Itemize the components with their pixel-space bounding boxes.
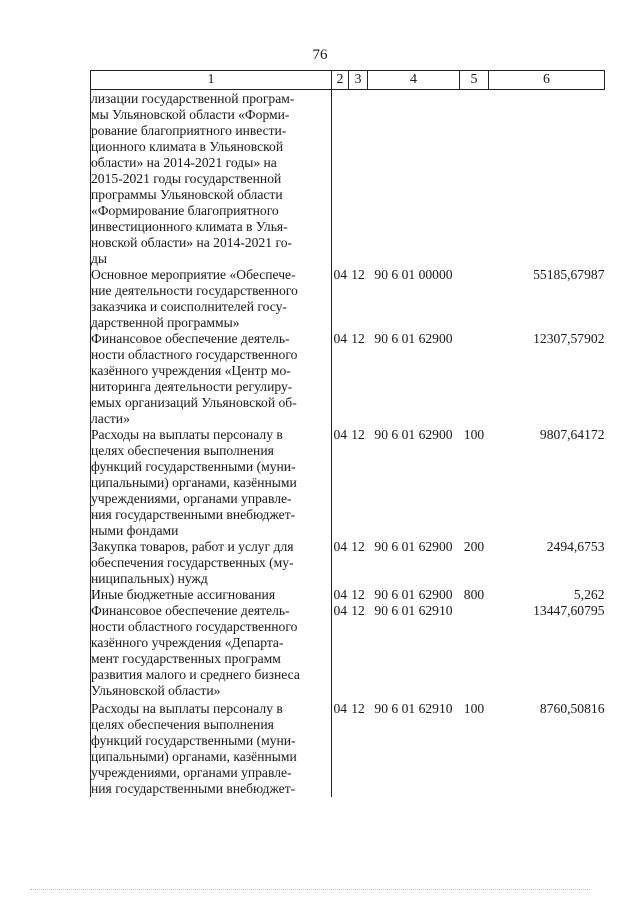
row-amount: 55185,67987 [533, 267, 605, 282]
row-subsection: 12 [351, 267, 365, 282]
scan-edge-marks [30, 889, 590, 891]
row-name: лизации государственной програм- мы Ульяновской области «Форми- рование благоприятного инвести- ционного климата в Ульяновской области» на 2014-2021 годы» на 2015-2021 годы государственной программы Ульяновской области «Формирование благоприятного инвестиционного климата в Улья- новской области» на 2014-2021 го- ды [91, 90, 332, 268]
row-subsection: 12 [351, 587, 365, 602]
column-header: 2 [332, 71, 349, 90]
row-expense-type: 100 [463, 427, 485, 442]
page-number: 76 [312, 47, 328, 63]
row-name: Расходы на выплаты персоналу в целях обеспечения выполнения функций государственными (муни- ципальными) органами, казёнными учреждениями, органами управле- ния государственными внебюджет- ными фондами [91, 427, 332, 539]
row-subsection: 12 [351, 427, 365, 442]
row-target-article: 90 6 01 62910 [374, 701, 453, 716]
row-amount: 12307,57902 [533, 331, 605, 346]
row-section: 04 [333, 587, 348, 602]
table-row [91, 331, 605, 427]
row-expense-type: 100 [463, 701, 485, 716]
column-header: 4 [368, 71, 460, 90]
row-section: 04 [333, 701, 348, 716]
row-name: Финансовое обеспечение деятель- ности областного государственного казённого учреждения «Департа- мент государственных программ развития малого и среднего бизнеса Ульяновской области» [91, 603, 332, 699]
row-section [332, 90, 349, 268]
row-target-article: 90 6 01 62900 [374, 427, 453, 442]
row-expense-type [460, 603, 489, 699]
table-row [91, 267, 605, 331]
row-subsection: 12 [351, 603, 365, 618]
row-amount: 5,262 [573, 587, 605, 602]
row-section: 04 [333, 603, 348, 618]
row-amount: 9807,64172 [539, 427, 605, 442]
column-header: 6 [489, 71, 605, 90]
row-expense-type: 800 [463, 587, 485, 602]
table-row [91, 427, 605, 539]
row-amount: 2494,6753 [546, 539, 605, 554]
row-subsection [349, 90, 368, 268]
column-header: 1 [91, 71, 332, 90]
row-target-article: 90 6 01 62900 [374, 331, 453, 346]
row-expense-type [460, 331, 489, 427]
row-target-article: 90 6 01 62900 [374, 539, 453, 554]
row-expense-type [460, 267, 489, 331]
row-section: 04 [333, 331, 348, 346]
row-expense-type: 200 [463, 539, 485, 554]
row-section: 04 [333, 539, 348, 554]
row-target-article: 90 6 01 62900 [374, 587, 453, 602]
row-target-article [368, 90, 460, 268]
row-name: Финансовое обеспечение деятель- ности областного государственного казённого учреждения «Центр мо- ниторинга деятельности регулиру- емых организаций Ульяновской об- ласти» [91, 331, 332, 427]
table-header-row [91, 71, 605, 90]
row-name: Закупка товаров, работ и услуг для обеспечения государственных (му- ниципальных) нужд [91, 539, 332, 587]
row-amount [489, 90, 605, 268]
row-subsection: 12 [351, 331, 365, 346]
row-subsection: 12 [351, 539, 365, 554]
row-name: Расходы на выплаты персоналу в целях обеспечения выполнения функций государственными (муни- ципальными) органами, казёнными учреждениями, органами управле- ния государственными внебюджет- [91, 699, 332, 797]
row-name: Основное мероприятие «Обеспече- ние деятельности государственного заказчика и соисполнителей госу- дарственной программы» [91, 267, 332, 331]
row-subsection: 12 [351, 701, 365, 716]
row-amount: 13447,60795 [533, 603, 605, 618]
column-header: 5 [460, 71, 489, 90]
table-row [91, 90, 605, 268]
table-row [91, 539, 605, 587]
table-row [91, 587, 605, 603]
row-expense-type [460, 90, 489, 268]
table-row [91, 699, 605, 797]
row-target-article: 90 6 01 00000 [374, 267, 453, 282]
row-target-article: 90 6 01 62910 [374, 603, 453, 618]
table-row [91, 603, 605, 699]
row-amount: 8760,50816 [539, 701, 605, 716]
row-name: Иные бюджетные ассигнования [91, 587, 332, 603]
budget-table [90, 70, 605, 797]
row-section: 04 [333, 427, 348, 442]
row-section: 04 [333, 267, 348, 282]
column-header: 3 [349, 71, 368, 90]
